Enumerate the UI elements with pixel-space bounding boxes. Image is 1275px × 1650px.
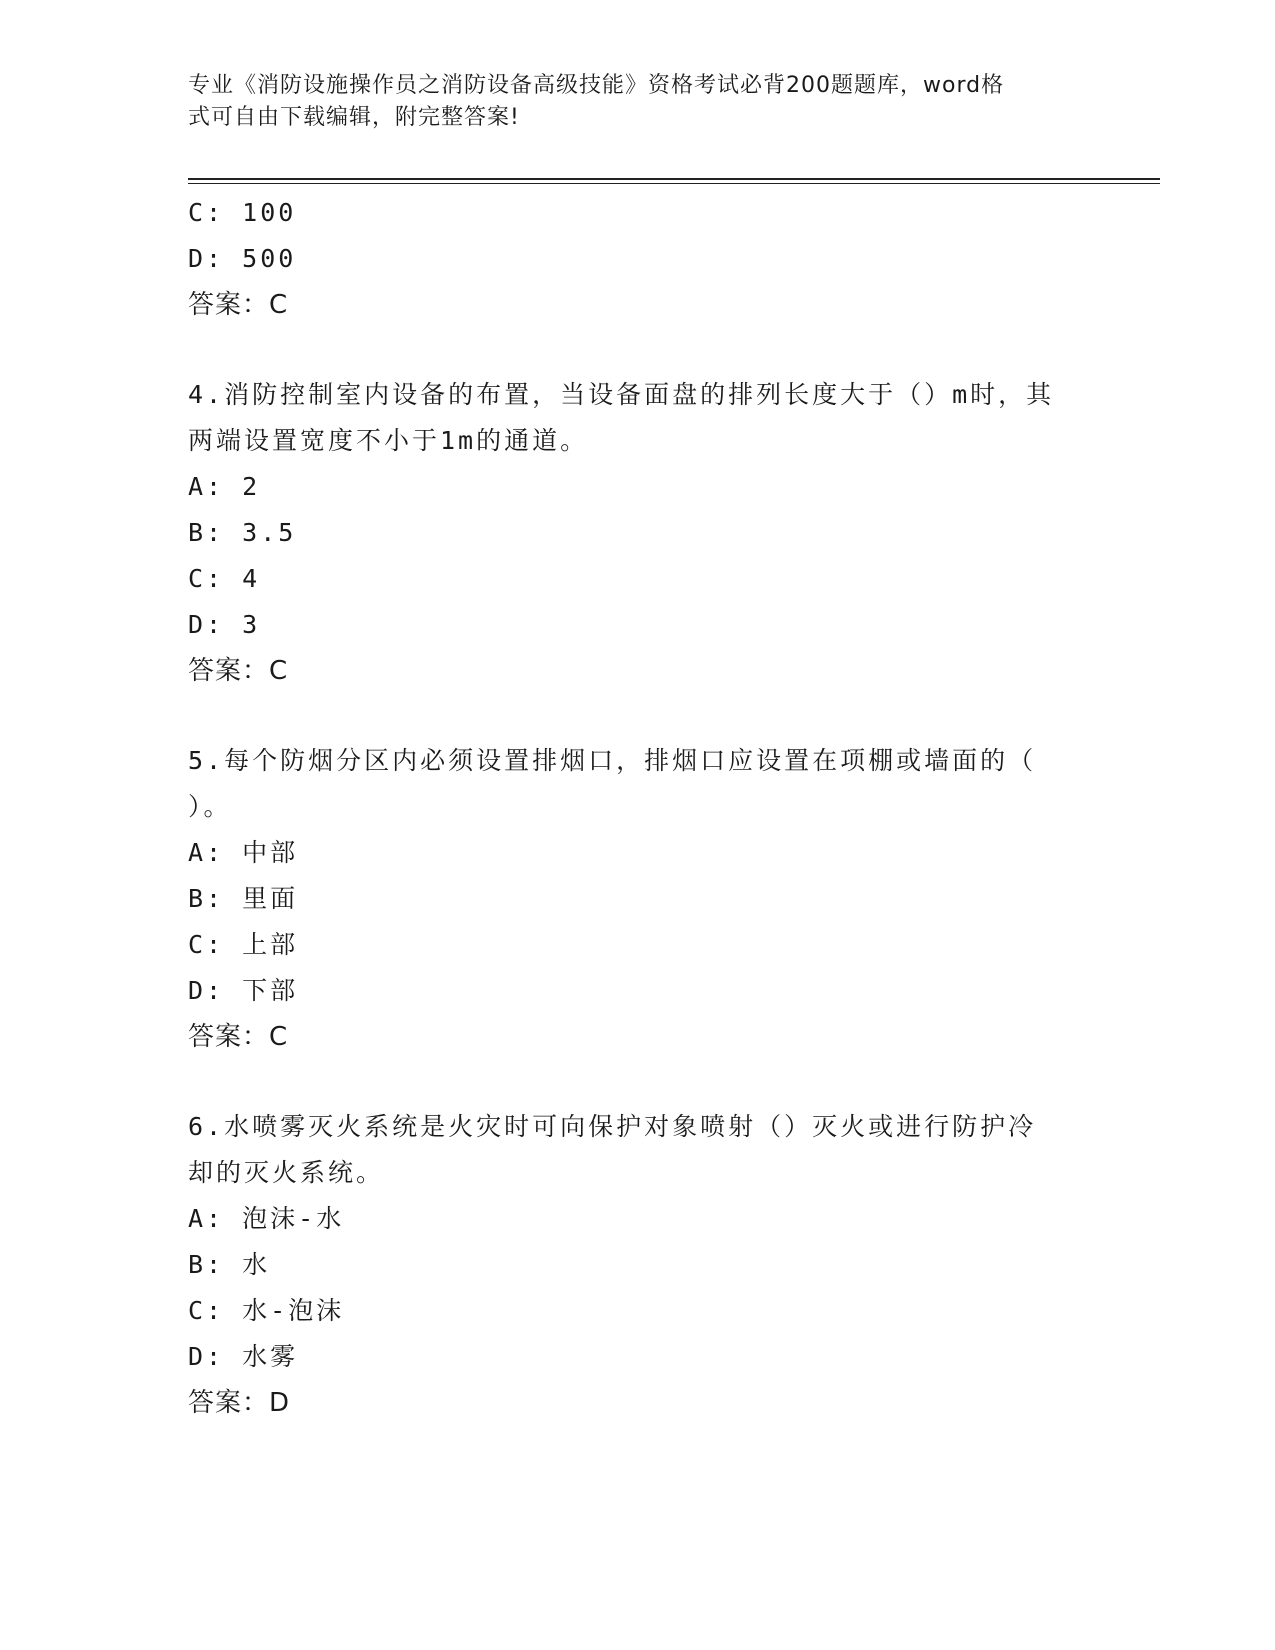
option-d: D: 500 (188, 244, 297, 273)
header-line-2: 式可自由下载编辑，附完整答案! (188, 105, 520, 130)
question-stem-line: 却的灭火系统。 (188, 1158, 385, 1187)
question-stem-line: 4.消防控制室内设备的布置，当设备面盘的排列长度大于（）m时，其 (188, 380, 1055, 409)
header-line-1: 专业《消防设施操作员之消防设备高级技能》资格考试必背200题题库，word格 (188, 73, 1005, 98)
option-a: A: 泡沫-水 (188, 1204, 345, 1233)
spacer (188, 694, 1088, 738)
question-list (188, 190, 1088, 1426)
option-d: D: 下部 (188, 976, 299, 1005)
header-divider-thick (188, 178, 1160, 180)
option-b: B: 3.5 (188, 518, 297, 547)
option-d: D: 3 (188, 610, 261, 639)
option-a: A: 2 (188, 472, 261, 501)
answer-line: 答案：C (188, 1022, 289, 1052)
option-c: C: 上部 (188, 930, 299, 959)
option-b: B: 水 (188, 1250, 271, 1279)
question-stem-line: 两端设置宽度不小于1m的通道。 (188, 426, 589, 455)
question-stem-line: 5.每个防烟分区内必须设置排烟口，排烟口应设置在项棚或墙面的（ (188, 746, 1037, 775)
option-c: C: 4 (188, 564, 261, 593)
header-divider-thin (188, 183, 1160, 184)
answer-line: 答案：C (188, 290, 289, 320)
spacer (188, 1060, 1088, 1104)
question-block-6 (188, 1104, 1088, 1426)
question-block-4 (188, 372, 1088, 694)
option-b: B: 里面 (188, 884, 299, 913)
option-c: C: 水-泡沫 (188, 1296, 345, 1325)
option-c: C: 100 (188, 198, 297, 227)
spacer (188, 328, 1088, 372)
answer-line: 答案：D (188, 1388, 291, 1418)
option-a: A: 中部 (188, 838, 299, 867)
question-block-5 (188, 738, 1088, 1060)
question-stem-line: ）。 (188, 792, 232, 821)
question-block-3-continued (188, 190, 1088, 328)
answer-line: 答案：C (188, 656, 289, 686)
question-stem-line: 6.水喷雾灭火系统是火灾时可向保护对象喷射（）灭火或进行防护冷 (188, 1112, 1037, 1141)
option-d: D: 水雾 (188, 1342, 299, 1371)
document-header (188, 70, 1078, 134)
